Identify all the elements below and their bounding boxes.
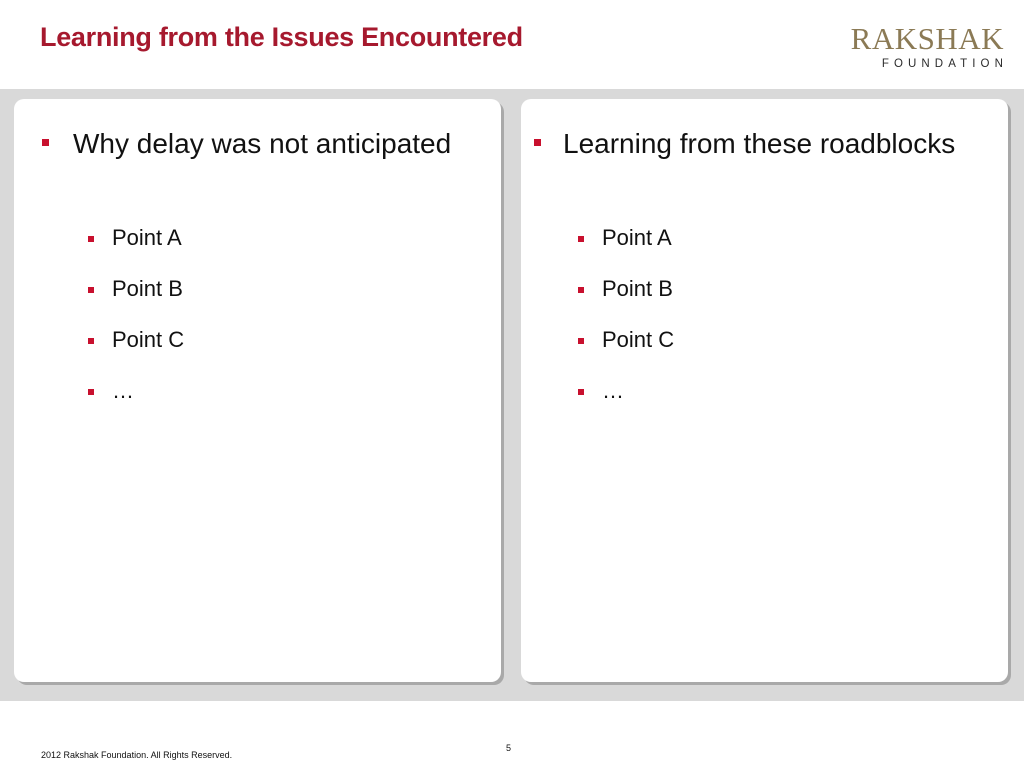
right-list-item: … <box>602 378 624 403</box>
bullet-square-icon <box>88 338 94 344</box>
logo-main-text: RAKSHAK <box>850 21 1004 56</box>
right-list-item: Point C <box>602 327 675 352</box>
left-list-item: Point B <box>112 276 183 301</box>
right-content-panel <box>521 99 1008 682</box>
bullet-square-icon <box>42 139 49 146</box>
left-content-panel <box>14 99 501 682</box>
page-number: 5 <box>506 743 512 753</box>
slide-title: Learning from the Issues Encountered <box>40 22 523 52</box>
right-list-item: Point B <box>602 276 673 301</box>
left-list-item: Point C <box>112 327 185 352</box>
right-list-item: Point A <box>602 225 672 250</box>
bullet-square-icon <box>578 236 584 242</box>
rakshak-logo <box>850 21 1008 70</box>
left-panel-heading: Why delay was not anticipated <box>73 128 452 159</box>
bullet-square-icon <box>88 389 94 395</box>
right-panel-heading: Learning from these roadblocks <box>563 128 956 159</box>
left-list-item: … <box>112 378 134 403</box>
bullet-square-icon <box>88 287 94 293</box>
logo-sub-text: FOUNDATION <box>881 58 1008 70</box>
bullet-square-icon <box>534 139 541 146</box>
bullet-square-icon <box>578 287 584 293</box>
bullet-square-icon <box>578 389 584 395</box>
bullet-square-icon <box>578 338 584 344</box>
left-list-item: Point A <box>112 225 182 250</box>
copyright-footer: 2012 Rakshak Foundation. All Rights Reserved. <box>41 750 233 760</box>
bullet-square-icon <box>88 236 94 242</box>
